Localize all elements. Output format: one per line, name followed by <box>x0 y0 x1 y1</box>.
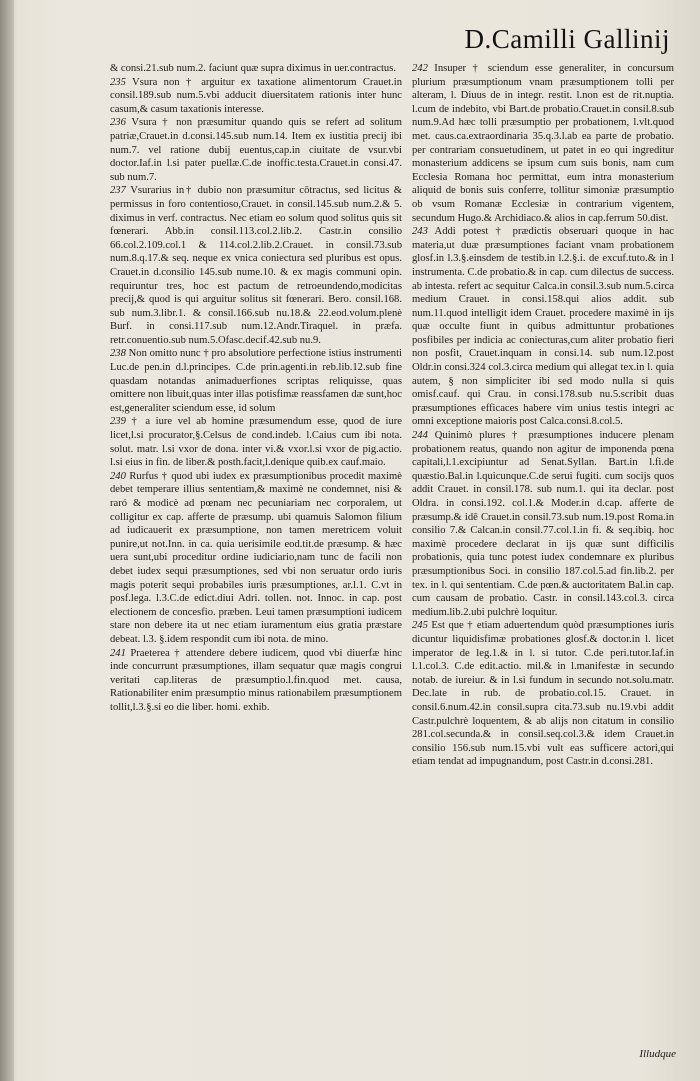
paragraph-entry <box>110 76 402 117</box>
entry-text: Insuper † sciendum esse generaliter, in concursum plurium præsumptionum vnam præsumptionem tolli per alteram, l. Diuus de in integr. restit. l.non est de rit.nuptia. l.cum de indebito, vbi Bart.de probatio.Crauet.in consil.8.sub num.9.Ad hæc tolli præsumptio per probationem, l.vlt.quod met. caus.ca.extraordinaria 35.q.3.l.ab ea parte de probatio. per contrariam consuetudinem, ut patet in eo qui ingreditur monasterium addicens se ipsum cum suis bonis, nam cum Ecclesia Romana hoc permittat, eum intra monasterium aliquid de bonis suis conferre, tollitur simoniæ præsumptio ob vsum Romanæ Ecclesiæ in contrarium vigentem, secundum Hugo.& Archidiaco.& alios in cap.ferrum 50.dist. <box>412 63 674 224</box>
entry-text: Addi potest † prædictis obseruari quoque in hac materia,ut duæ præsumptiones faciant vnam probationem glosf.in l.3.§.einsdem de testib.in l.2.§.i. de excuf.tuto.& in l instrumenta. C.de probatio.& in cap. cum dilectus de success. ab intesta. refert ac sequitur Calca.in consil.3.sub num.5.circa medium Crauet. in consi.158.qui alios addit. sub num.11.quod intelligit idem Crauet. procedere maximè in ijs quæ occulte fiunt in quibus admittuntur probationes posfibiles per indicia ac coniecturas,cum aliter probatio fieri non posfit, Crauet.inquam in consi.14. sub num.12.post Oldr.in consi.324 col.3.circa medium qui allegat tex.in l. quia autem, § non simpliciter ibi sed modo nulla si quis omisf.cauf. qui Crau. in consi.178.sub nu.5.scribit duas præsumptiones efficaces habere vim unius testis integri ac omni exceptione maioris post Calca.consi.8.col.5. <box>412 226 674 428</box>
entry-number: 241 <box>110 647 126 659</box>
entry-text: † a iure vel ab homine præsumendum esse, quod de iure licet,l.si procurator,§.Celsus de cond.indeb. l.Caius cum ibi nota. solut. matr. l.si vxor de dona. inter vi.& vxor.l.si vxor de pig.actio. l.si eius in fin. de liber.& posth.facit,l.denique quib.ex cauf.maio. <box>110 416 402 469</box>
entry-text: Rurfus † quod ubi iudex ex præsumptionibus procedit maximè debet temperare illius sententiam,& maximè ne condemnet, nisi & raró & modicè ad pœnam nec pecuniariam nec corporalem, ut colligitur ex cap. afferte de præsump. ubi quamuis Salomon filium ad iudicauerit ex præsumptione, non tamen meretricem voluit punire,ut not.Inn. in ca. quia uerisimile eod.tit.de præsump. & hæc uera sunt,ubi proceditur ordine iudiciario,nam tunc de facili non debet iudex sequi præsumptiones, sed vbi non seruatur ordo iuris magis poterit sequi probabiles iuris præsumptiones, ar.l.1. C.vt in posf.lega. l.3.C.de edict.diui Adri. tollen. not. Innoc. in cap. post electionem de concesfio. præben. Leui tamen præsumptioni iudicem stare non debere ita ut nec etiam iuramentum eius gratia præstare debeat. l.3. §.idem respondit cum ibi nota. de mino. <box>110 470 402 645</box>
paragraph-entry <box>412 619 674 769</box>
entry-text: Vsura † non præsumitur quando quis se refert ad solitum patriæ,Crauet.in d.consi.145.sub num.14. Item ex iustitia precij ibi num.7. vel ratione dubij euentus,cap.in ciuitate de vsur.vbi doctor.Iaf.in l.si pater puellæ.C.de inoffic.testa.Crauet.in consi.47. sub num.7. <box>110 117 402 183</box>
paragraph-entry <box>412 225 674 429</box>
right-column <box>412 62 674 769</box>
entry-text: Vsura non † arguitur ex taxatione alimentorum Crauet.in consil.189.sub num.5.vbi adducit diuersitatem rationis inter hunc casum,& casum taxationis interesse. <box>110 76 402 115</box>
entry-number: 239 <box>110 416 126 428</box>
paragraph-entry <box>110 470 402 647</box>
paragraph-entry <box>412 429 674 619</box>
entry-number: 240 <box>110 470 126 482</box>
entry-text: & consi.21.sub num.2. faciunt quæ supra diximus in uer.contractus. <box>110 63 396 74</box>
book-spine-shadow <box>0 0 14 1081</box>
left-column <box>110 62 402 715</box>
entry-text: Quinimò plures † præsumptiones inducere plenam probationem reatus, quando non agitur de imponenda pœna capitali,l.1.excipiuntur ad Senat.Syllan. Bart.in l.fi.de quæstio.Bal.in l.quicunque.C.de serui fugiti. cum socijs quos addit Crauet. in consil.178. sub num.1. qui ita declar. post Oldra. in consi.192. col.1.& Moder.in d.cap. afferte de præsump.& idē Crauet.in consil.73.sub num.19.post Roma.in consilio 7.& Calcan.in consil.77.col.1.in fi. & seq.ibiq. hoc maximè procedere declarat in ijs quæ sunt difficilis probationis, quia tunc potest iudex condemnare ex pluribus præsumptionibus Soci. in consilio 187.col.5.ad fin.lib.2. per tex. in l. qui sententiam. C.de pœn.& auctoritatem Bal.in cap. cum causam de probatio. Castr. in consil.143.col.3. circa medium.lib.2.ubi pulchrè loquitur. <box>412 430 674 618</box>
entry-number: 242 <box>412 63 428 74</box>
entry-number: 236 <box>110 117 126 129</box>
paragraph-entry <box>110 415 402 469</box>
entry-number: 244 <box>412 430 428 442</box>
catchword: Illudque <box>639 1048 676 1060</box>
paragraph-entry <box>110 62 402 76</box>
paragraph-entry <box>110 647 402 715</box>
entry-text: Praeterea † attendere debere iudicem, quod vbi diuerfæ hinc inde concurrunt præsumptiones, illam sequatur quæ magis congrui veritati cap.literas de præsumptio.l.fin.quod met. causa, Rationabiliter enim præsumptio minus rationabilem præsumptionem tollit,l.3.§.si eo die liber. homi. exhib. <box>110 647 402 713</box>
entry-number: 243 <box>412 226 428 238</box>
entry-text: Est que † etiam aduertendum quòd præsumptiones iuris dicuntur liquidisfimæ probationes glosf.& doctor.in l. licet imperator de leg.1.& in l. si tutor. C.de peri.tutor.Iaf.in l.1.col.3. C.de edit.actio. mil.& in l.manifestæ in secundo notab. de iureiur. & in l.si fundum in secundo not.solu.matr. Dec.late in rub. de probatio.col.15. Crauet. in consil.6.num.42.in consil.supra cita.73.sub nu.19.vbi addit Castr.pulchrè loquentem, & ab alijs non citatum in consilio 281.col.secunda.& in consil.seq.col.3.& idem Crauet.in consilio 156.sub num.15.vbi vult eas sufficere actori,qui etiam tendat ad impugnandum, post Castr.in d.consi.281. <box>412 620 674 768</box>
paragraph-entry <box>412 62 674 225</box>
entry-number: 237 <box>110 185 126 197</box>
entry-text: Vsurarius in† dubio non præsumitur cōtractus, sed licitus & permissus in foro contentioso,Crauet. in consil.145.sub num.2.& 5. diximus in verf. contractus. Nec etiam eo solum quod solitus quis sit fœnerari. Abb.in consil.113.col.2.lib.2. Castr.in consilio 66.col.2.109.col.1 & 114.col.2.lib.2.Crauet. in consil.73.sub num.8.q.17.& seq. neque ex vnica coniectura sed pluribus est opus. Crauet.in d.consilio 145.sub nume.10. & ex magis communi opin. requiruntur tres, hoc est pactum de retroeundendo,modicitas precij,& quod is qui arguitur solitus sit fœnerari. Bero. consil.168. sub num.3.libr.1. & consil.166.sub nu.18.& 22.eod.volum.plenè Burf. in consi.117.sub num.12.Andr.Tiraquel. in præfa. retr.conuentio.sub num.5.Ofasc.decif.42.sub nu.9. <box>110 185 402 346</box>
entry-text: Non omitto nunc † pro absolutiore perfectione istius instrumenti Luc.de pen.in d.l.principes. C.de prin.agenti.in reb.lib.12.sub fine quasdam notandas animaduerfiones scriptas reliquisse, quas omittere non libuit,quas inter illas potisfimæ reassfamen dæ sunt,hoc est,generaliter sciendum esse, id solum <box>110 348 402 414</box>
entry-number: 245 <box>412 620 428 632</box>
running-head: D.Camilli Gallinij <box>464 24 670 54</box>
entry-number: 238 <box>110 348 126 360</box>
paragraph-entry <box>110 116 402 184</box>
paragraph-entry <box>110 347 402 415</box>
entry-number: 235 <box>110 76 126 88</box>
paragraph-entry <box>110 184 402 347</box>
